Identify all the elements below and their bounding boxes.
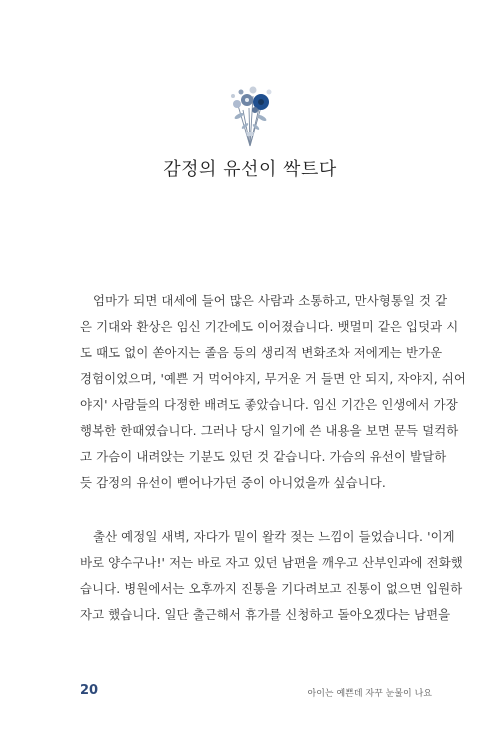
text-line: 행복한 한때였습니다. 그러나 당시 일기에 쓴 내용을 보면 문득 덜컥하 bbox=[80, 423, 459, 438]
text-line: 야지' 사람들의 다정한 배려도 좋았습니다. 임신 기간은 인생에서 가장 bbox=[80, 397, 458, 412]
text-line: 습니다. 병원에서는 오후까지 진통을 기다려보고 진통이 없으면 입원하 bbox=[80, 581, 463, 596]
chapter-title: 감정의 유선이 싹트다 bbox=[163, 159, 337, 180]
text-line: 출산 예정일 새벽, 자다가 밑이 왈칵 젖는 느낌이 들었습니다. '이게 bbox=[93, 529, 455, 544]
text-line: 도 때도 없이 쏟아지는 졸음 등의 생리적 변화조차 저에게는 반가운 bbox=[80, 345, 443, 360]
running-book-title: 아이는 예쁜데 자꾸 눈물이 나요 bbox=[307, 689, 432, 699]
text-line: 은 기대와 환상은 임신 기간에도 이어졌습니다. 뱃멀미 같은 입덧과 시 bbox=[80, 319, 459, 334]
body-paragraph-1 bbox=[80, 288, 466, 496]
text-line: 듯 감정의 유선이 뻗어나가던 중이 아니었을까 싶습니다. bbox=[80, 475, 386, 490]
text-line: 경험이었으며, '예쁜 거 먹어야지, 무거운 거 들면 안 되지, 자야지, 쉬어 bbox=[80, 371, 466, 386]
body-paragraph-2 bbox=[80, 524, 463, 628]
text-line: 자고 했습니다. 일단 출근해서 휴가를 신청하고 돌아오겠다는 남편을 bbox=[80, 607, 451, 622]
text-line: 바로 양수구나!' 저는 바로 자고 있던 남편을 깨우고 산부인과에 전화했 bbox=[80, 555, 463, 570]
text-line: 고 가슴이 내려앉는 기분도 있던 것 같습니다. 가슴의 유선이 발달하 bbox=[80, 449, 447, 464]
page-number: 20 bbox=[80, 683, 99, 698]
blue-flower-bouquet-icon bbox=[215, 80, 285, 148]
text-line: 엄마가 되면 대세에 들어 많은 사람과 소통하고, 만사형통일 것 같 bbox=[93, 293, 448, 308]
